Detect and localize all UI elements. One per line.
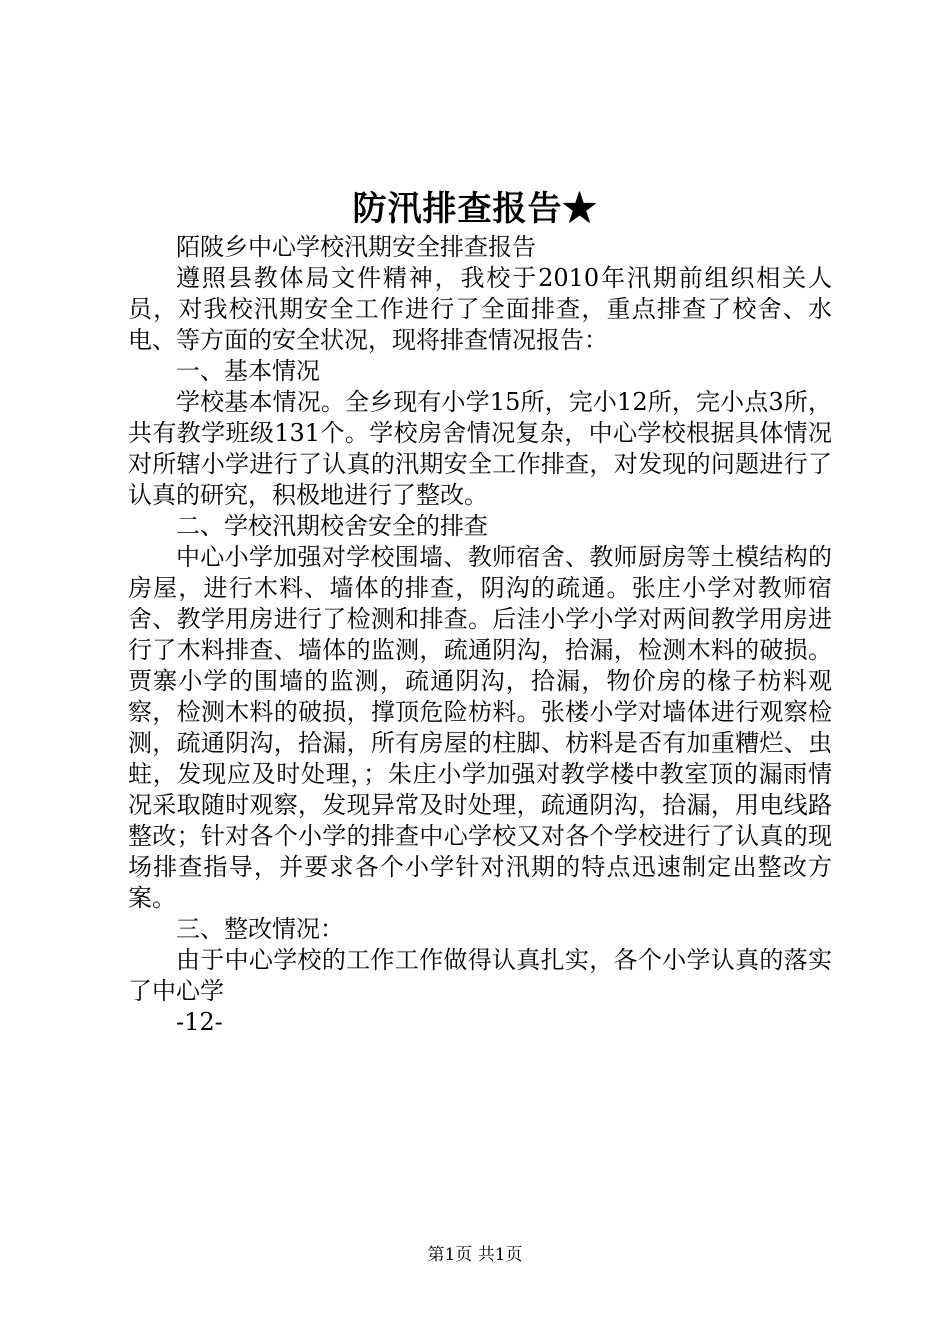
page-footer: 第1页 共1页 xyxy=(427,1245,523,1265)
paragraph-basic: 学校基本情况。全乡现有小学15所，完小12所，完小点3所，共有教学班级131个。学校房舍情况复杂，中心学校根据具体情况对所辖小学进行了认真的汛期安全工作排查，对发现的问题进行了认真的研究，积极地进行了整改。 xyxy=(128,388,832,509)
section-heading-inspection: 二、学校汛期校舍安全的排查 xyxy=(176,512,488,540)
paragraph-rectification: 由于中心学校的工作工作做得认真扎实，各个小学认真的落实了中心学 xyxy=(128,946,832,1005)
section-heading-basic: 一、基本情况 xyxy=(176,357,320,385)
paragraph-report-heading: 陌陂乡中心学校汛期安全排查报告 xyxy=(176,233,536,261)
section-heading-rectification: 三、整改情况： xyxy=(176,915,344,943)
paragraph-inspection: 中心小学加强对学校围墙、教师宿舍、教师厨房等土模结构的房屋，进行木料、墙体的排查，阴沟的疏通。张庄小学对教师宿舍、教学用房进行了检测和排查。后洼小学小学对两间教学用房进行了木料排查、墙体的监测，疏通阴沟，拾漏，检测木料的破损。贾寨小学的围墙的监测，疏通阴沟，拾漏，物价房的椽子枋料观察，检测木料的破损，撑顶危险枋料。张楼小学对墙体进行观察检测，疏通阴沟，拾漏，所有房屋的柱脚、枋料是否有加重糟烂、虫蛀，发现应及时处理，；朱庄小学加强对教学楼中教室顶的漏雨情况采取随时观察，发现异常及时处理，疏通阴沟，拾漏，用电线路整改；针对各个小学的排查中心学校又对各个学校进行了认真的现场排查指导，并要求各个小学针对汛期的特点迅速制定出整改方案。 xyxy=(128,543,832,912)
inline-page-number: -12- xyxy=(176,1008,223,1036)
document-title: 防汛排查报告★ xyxy=(352,189,598,229)
document-body xyxy=(128,232,832,1038)
paragraph-intro: 遵照县教体局文件精神，我校于2010年汛期前组织相关人员，对我校汛期安全工作进行了全面排查，重点排查了校舍、水电、等方面的安全状况，现将排查情况报告： xyxy=(128,264,832,354)
